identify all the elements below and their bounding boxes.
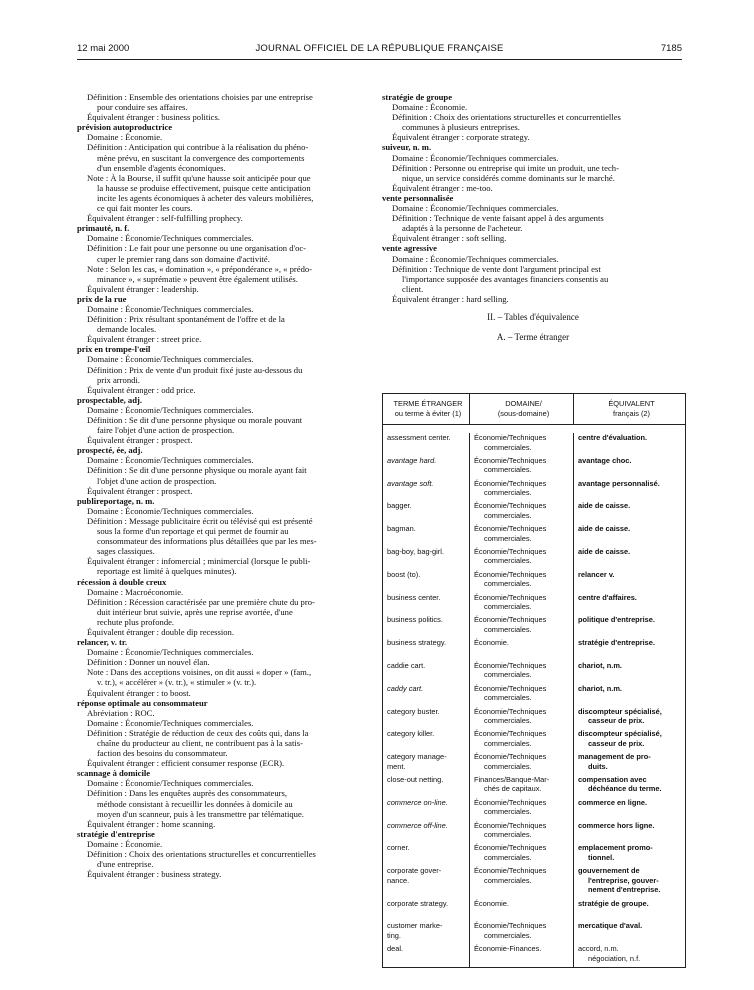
entry-line: incite les agents économiques à acheter des valeurs mobilières,: [97, 192, 314, 203]
entry-line: Définition : Prix de vente d'un produit fixé juste au-dessous du: [87, 364, 303, 375]
cell-term: caddy cart.: [387, 683, 424, 693]
cell-term: commerce on-line.: [387, 797, 448, 807]
left-column: [77, 92, 367, 879]
cell-domain: Économie/Techniques commerciales.: [469, 752, 573, 775]
entry-line: Équivalent étranger : hard selling.: [392, 293, 509, 304]
entry-line: Définition : Se dit d'une personne physique ou morale ayant fait: [87, 465, 307, 476]
cell-equivalent: gouvernement de l'entreprise, gouver- nement d'entreprise.: [573, 866, 685, 899]
term-heading: stratégie d'entreprise: [77, 828, 155, 839]
entry-line: d'une entreprise.: [97, 859, 154, 870]
right-column: [382, 92, 684, 342]
entry-line: moyen d'un scanneur, puis à les transmettre par télématique.: [97, 808, 304, 819]
term-heading: primauté, n. f.: [77, 223, 130, 234]
term-heading: prévision autoproductrice: [77, 122, 173, 133]
table-row: [383, 821, 685, 844]
cell-domain: Économie/Techniques commerciales.: [469, 821, 573, 844]
cell-domain: Économie/Techniques commerciales.: [469, 615, 573, 638]
entry-line: ce qui fait monter les cours.: [97, 203, 193, 214]
entry-line: Équivalent étranger : double dip recession.: [87, 626, 235, 637]
term-heading: prix de la rue: [77, 293, 127, 304]
entry-line: Domaine : Économie/Techniques commerciales.: [87, 647, 254, 658]
entry-line: v. tr.), « accélérer » (v. tr.), « stimuler » (v. tr.).: [97, 677, 257, 688]
entry-line: Définition : Message publicitaire écrit ou télévisé qui est présenté: [87, 515, 313, 526]
cell-equivalent: relancer v.: [573, 570, 685, 593]
cell-domain: Économie/Techniques commerciales.: [469, 593, 573, 616]
table-header: [383, 394, 685, 425]
cell-equivalent: aide de caisse.: [573, 501, 685, 524]
entry-line: Définition : Stratégie de réduction de ceux des coûts qui, dans la: [87, 727, 309, 738]
entry-line: Définition : Anticipation qui contribue à la réalisation du phéno-: [87, 142, 309, 153]
cell-domain: Économie/Techniques commerciales.: [469, 921, 573, 944]
cell-term: business politics.: [387, 615, 443, 625]
cell-equivalent: politique d'entreprise.: [573, 615, 685, 638]
entry-line: Définition : Personne ou entreprise qui imite un produit, une tech-: [392, 162, 619, 173]
cell-term: avantage hard.: [387, 455, 437, 465]
table-row: [383, 843, 685, 866]
table-row: [383, 547, 685, 570]
entry-line: rechute plus profonde.: [97, 616, 175, 627]
entry-line: Équivalent étranger : prospect.: [87, 485, 193, 496]
entry-line: prix arrondi.: [97, 374, 140, 385]
right-column-entries: [382, 92, 684, 304]
cell-domain: Économie.: [469, 899, 573, 922]
table-row: [383, 456, 685, 479]
equivalence-table: [382, 393, 686, 968]
table-row: [383, 615, 685, 638]
entry-line: Définition : Dans les enquêtes auprès des consommateurs,: [87, 788, 287, 799]
entry-line: Abréviation : ROC.: [87, 707, 155, 718]
entry-line: Note : Selon les cas, « domination », « prépondérance », « prédo-: [87, 263, 313, 274]
entry-line: Note : À la Bourse, il suffit qu'une hausse soit anticipée pour que: [87, 172, 311, 183]
entry-line: Domaine : Économie/Techniques commerciales.: [392, 253, 559, 264]
cell-domain: Économie.: [469, 638, 573, 661]
entry-line: Équivalent étranger : street price.: [87, 334, 202, 345]
term-heading: récession à double creux: [77, 576, 167, 587]
cell-equivalent: chariot, n.m.: [573, 661, 685, 684]
entry-line: méthode consistant à recueillir les données à domicile au: [97, 798, 293, 809]
entry-line: Domaine : Économie/Techniques commerciales.: [392, 152, 559, 163]
cell-term: deal.: [387, 944, 404, 954]
header-date: 12 mai 2000: [77, 43, 130, 54]
term-heading: prospectable, adj.: [77, 394, 143, 405]
entry-line: pour conduire ses affaires.: [97, 102, 188, 113]
cell-term: commerce off-line.: [387, 820, 448, 830]
term-heading: suiveur, n. m.: [382, 142, 432, 153]
entry-line: Équivalent étranger : home scanning.: [87, 818, 216, 829]
entry-line: Domaine : Économie/Techniques commerciales.: [392, 203, 559, 214]
page-header: [77, 43, 682, 57]
entry-line: la hausse se produise effectivement, puisque cette anticipation: [97, 182, 311, 193]
cell-equivalent: stratégie d'entreprise.: [573, 638, 685, 661]
table-row: [383, 479, 685, 502]
table-body: [383, 425, 685, 967]
table-row: [383, 798, 685, 821]
entry-line: demande locales.: [97, 324, 157, 335]
cell-domain: Économie/Techniques commerciales.: [469, 524, 573, 547]
cell-term: avantage soft.: [387, 478, 434, 488]
cell-domain: Économie/Techniques commerciales.: [469, 866, 573, 899]
column-header-domain: DOMAINE/ (sous-domaine): [469, 394, 573, 424]
cell-equivalent: mercatique d'aval.: [573, 921, 685, 944]
entry-line: duit intérieur brut suivie, après une reprise avortée, d'une: [97, 606, 293, 617]
cell-equivalent: discompteur spécialisé, casseur de prix.: [573, 707, 685, 730]
entry-line: chaîne du producteur au client, ne contribuent pas à la satis-: [97, 738, 303, 748]
entry-line: Définition : Donner un nouvel élan.: [87, 657, 210, 668]
entry-line: Équivalent étranger : corporate strategy.: [392, 132, 530, 143]
entry-line: l'importance supposée des avantages financiers consentis au: [402, 273, 609, 284]
cell-equivalent: stratégie de groupe.: [573, 899, 685, 922]
term-heading: scannage à domicile: [77, 768, 151, 779]
cell-domain: Économie/Techniques commerciales.: [469, 501, 573, 524]
term-heading: vente agressive: [382, 243, 437, 254]
entry-line: d'un ensemble d'agents économiques.: [97, 162, 226, 173]
entry-line: Domaine : Économie/Techniques commerciales.: [87, 505, 254, 516]
entry-line: Équivalent étranger : business politics.: [87, 112, 220, 123]
table-row: [383, 593, 685, 616]
cell-term: close-out netting.: [387, 774, 444, 784]
table-row: [383, 944, 685, 967]
entry-line: faction des besoins du consommateur.: [97, 748, 228, 759]
term-heading: prix en trompe-l'œil: [77, 344, 151, 355]
cell-equivalent: accord, n.m. négociation, n.f.: [573, 944, 685, 967]
table-row: [383, 866, 685, 899]
header-title: JOURNAL OFFICIEL DE LA RÉPUBLIQUE FRANÇAISE: [255, 43, 504, 54]
term-heading: vente personnalisée: [382, 192, 454, 203]
entry-line: cuper le premier rang dans son domaine d'activité.: [97, 253, 270, 264]
entry-line: Domaine : Économie.: [392, 102, 468, 113]
table-row: [383, 775, 685, 798]
table-row: [383, 570, 685, 593]
entry-line: Équivalent étranger : me-too.: [392, 182, 493, 193]
entry-line: Domaine : Économie/Techniques commerciales.: [87, 233, 254, 244]
entry-line: Équivalent étranger : efficient consumer response (ECR).: [87, 758, 285, 769]
entry-line: sages classiques.: [97, 546, 155, 557]
cell-domain: Économie/Techniques commerciales.: [469, 843, 573, 866]
table-row: [383, 501, 685, 524]
entry-line: Définition : Ensemble des orientations choisies par une entreprise: [87, 92, 313, 102]
cell-term: bagman.: [387, 524, 416, 534]
cell-domain: Économie/Techniques commerciales.: [469, 433, 573, 456]
term-heading: prospecté, ée, adj.: [77, 445, 143, 456]
cell-equivalent: centre d'évaluation.: [573, 433, 685, 456]
cell-term: business strategy.: [387, 638, 447, 648]
entry-line: Définition : Récession caractérisée par une première chute du pro-: [87, 596, 315, 607]
entry-line: Domaine : Économie/Techniques commerciales.: [87, 404, 254, 415]
entry-line: client.: [402, 283, 424, 294]
cell-domain: Économie-Finances.: [469, 944, 573, 967]
cell-term: category killer.: [387, 729, 435, 739]
table-row: [383, 524, 685, 547]
entry-line: Domaine : Macroéconomie.: [87, 586, 184, 597]
cell-term: category buster.: [387, 706, 440, 716]
term-heading: publireportage, n. m.: [77, 495, 155, 506]
entry-line: Définition : Se dit d'une personne physique ou morale pouvant: [87, 415, 303, 425]
term-heading: réponse optimale au consommateur: [77, 697, 208, 708]
cell-domain: Économie/Techniques commerciales.: [469, 456, 573, 479]
section-subtitle: A. – Terme étranger: [496, 332, 570, 343]
entry-line: Domaine : Économie.: [87, 838, 163, 849]
entry-line: Équivalent étranger : odd price.: [87, 384, 196, 395]
cell-equivalent: compensation avec déchéance du terme.: [573, 775, 685, 798]
cell-equivalent: aide de caisse.: [573, 524, 685, 547]
entry-line: Équivalent étranger : self-fulfilling prophecy.: [87, 213, 243, 224]
cell-equivalent: avantage personnalisé.: [573, 479, 685, 502]
section-title: II. – Tables d'équivalence: [487, 311, 579, 322]
entry-line: Définition : Prix résultant spontanément de l'offre et de la: [87, 314, 285, 325]
entry-line: Équivalent étranger : business strategy.: [87, 869, 222, 880]
cell-domain: Finances/Banque-Mar- chés de capitaux.: [469, 775, 573, 798]
table-row: [383, 707, 685, 730]
entry-line: Domaine : Économie/Techniques commerciales.: [87, 778, 254, 789]
entry-line: consommateur des informations plus détaillées que par les mes-: [97, 536, 317, 547]
cell-domain: Économie/Techniques commerciales.: [469, 479, 573, 502]
cell-term: category manage- ment.: [387, 752, 447, 771]
entry-line: l'objet d'une action de prospection.: [97, 475, 217, 486]
cell-term: boost (to).: [387, 569, 421, 579]
term-heading: relancer, v. tr.: [77, 637, 128, 648]
cell-term: bagger.: [387, 501, 412, 511]
entry-line: faire l'objet d'une action de prospection.: [97, 425, 235, 436]
cell-equivalent: commerce en ligne.: [573, 798, 685, 821]
table-row: [383, 684, 685, 707]
cell-equivalent: discompteur spécialisé, casseur de prix.: [573, 729, 685, 752]
entry-line: nique, un service considérés comme dominants sur le marché.: [402, 172, 615, 183]
column-header-equivalent: ÉQUIVALENT français (2): [573, 394, 685, 424]
entry-line: Définition : Technique de vente faisant appel à des arguments: [392, 213, 604, 224]
entry-line: Domaine : Économie/Techniques commerciales.: [87, 354, 254, 365]
cell-equivalent: chariot, n.m.: [573, 684, 685, 707]
cell-term: corporate strategy.: [387, 898, 449, 908]
cell-term: business center.: [387, 592, 441, 602]
entry-line: Domaine : Économie/Techniques commerciales.: [87, 717, 254, 728]
cell-equivalent: emplacement promo- tionnel.: [573, 843, 685, 866]
entry-line: Définition : Choix des orientations structurelles et concurrentielles: [87, 849, 316, 860]
cell-equivalent: centre d'affaires.: [573, 593, 685, 616]
entry-line: Équivalent étranger : prospect.: [87, 435, 193, 446]
cell-domain: Économie/Techniques commerciales.: [469, 547, 573, 570]
header-page-number: 7185: [660, 43, 682, 54]
cell-domain: Économie/Techniques commerciales.: [469, 684, 573, 707]
table-row: [383, 433, 685, 456]
cell-term: assessment center.: [387, 433, 451, 442]
entry-line: Définition : Le fait pour une personne ou une organisation d'oc-: [87, 243, 307, 254]
cell-domain: Économie/Techniques commerciales.: [469, 570, 573, 593]
table-row: [383, 638, 685, 661]
table-row: [383, 661, 685, 684]
cell-domain: Économie/Techniques commerciales.: [469, 707, 573, 730]
table-row: [383, 752, 685, 775]
cell-term: caddie cart.: [387, 660, 426, 670]
entry-line: adaptés à la personne de l'acheteur.: [402, 223, 523, 234]
table-row: [383, 921, 685, 944]
cell-term: bag-boy, bag-girl.: [387, 546, 444, 556]
entry-line: minance », « suprématie » peuvent être également utilisés.: [97, 273, 298, 284]
entry-line: Domaine : Économie/Techniques commerciales.: [87, 455, 254, 466]
cell-equivalent: management de pro- duits.: [573, 752, 685, 775]
entry-line: Équivalent étranger : to boost.: [87, 687, 191, 698]
entry-line: Définition : Technique de vente dont l'argument principal est: [392, 263, 601, 274]
entry-line: Équivalent étranger : infomercial ; minimercial (lorsque le publi-: [87, 556, 311, 567]
column-header-term: TERME ÉTRANGER ou terme à éviter (1): [393, 399, 463, 418]
cell-equivalent: commerce hors ligne.: [573, 821, 685, 844]
entry-line: communes à plusieurs entreprises.: [402, 122, 520, 133]
entry-line: Équivalent étranger : soft selling.: [392, 233, 507, 244]
cell-equivalent: avantage choc.: [573, 456, 685, 479]
entry-line: Note : Dans des acceptions voisines, on dit aussi « doper » (fam.,: [87, 667, 312, 678]
entry-line: Équivalent étranger : leadership.: [87, 283, 199, 294]
entry-line: mène prévu, en suscitant la convergence des comportements: [97, 152, 305, 163]
entry-line: sous la forme d'un reportage et qui permet de fournir au: [97, 526, 289, 537]
cell-equivalent: aide de caisse.: [573, 547, 685, 570]
entry-line: Domaine : Économie.: [87, 132, 163, 143]
cell-domain: Économie/Techniques commerciales.: [469, 729, 573, 752]
cell-term: customer marke- ting.: [387, 921, 443, 940]
term-heading: stratégie de groupe: [382, 92, 453, 102]
table-row: [383, 899, 685, 922]
cell-term: corner.: [387, 843, 410, 853]
entry-line: reportage est limité à quelques minutes).: [97, 566, 237, 577]
cell-term: corporate gover- nance.: [387, 866, 442, 885]
entry-line: Définition : Choix des orientations structurelles et concurrentielles: [392, 112, 621, 123]
cell-domain: Économie/Techniques commerciales.: [469, 661, 573, 684]
header-rule: [77, 59, 682, 60]
table-row: [383, 729, 685, 752]
cell-domain: Économie/Techniques commerciales.: [469, 798, 573, 821]
entry-line: Domaine : Économie/Techniques commerciales.: [87, 303, 254, 314]
